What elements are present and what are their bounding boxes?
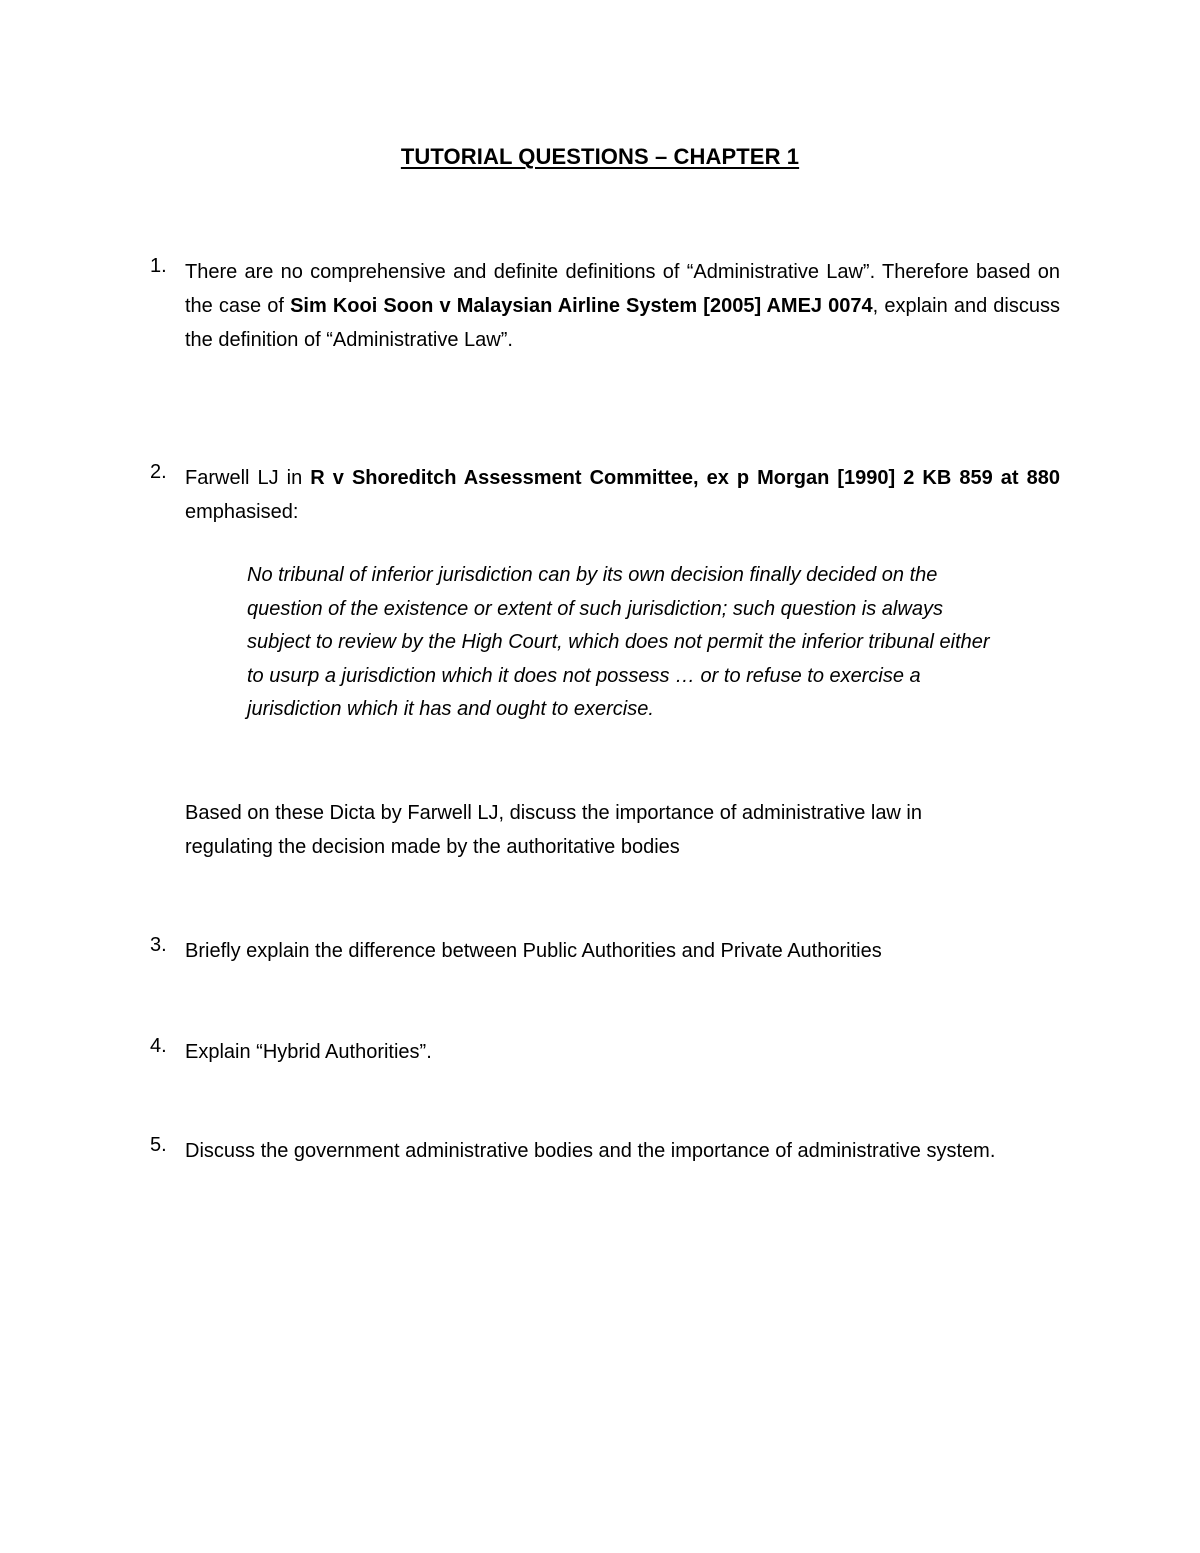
question-text: Briefly explain the difference between Public Authorities and Private Authorities [185, 940, 882, 962]
page-title: TUTORIAL QUESTIONS – CHAPTER 1 [400, 144, 800, 169]
question-text-part: emphasised: [185, 501, 299, 523]
question-number: 4. [150, 1035, 167, 1057]
question-2 [150, 461, 1060, 529]
question-text-part: There are no comprehensive and definite definitions of “Administrative Law”. Therefore based on the case of [185, 261, 1060, 317]
judge-name: Farwell LJ [185, 467, 279, 489]
question-text: Discuss the government administrative bodies and the importance of administrative system. [185, 1140, 996, 1162]
question-number: 2. [150, 461, 167, 483]
question-number: 3. [150, 934, 167, 956]
question-text [185, 461, 1060, 529]
question-text-part: in [278, 467, 311, 489]
question-text [185, 255, 1060, 357]
question-text: Explain “Hybrid Authorities”. [185, 1041, 432, 1063]
question-3 [150, 934, 1060, 968]
question-4 [150, 1035, 1060, 1069]
question-5 [150, 1134, 1060, 1168]
question-number: 1. [150, 255, 167, 277]
case-citation: R v Shoreditch Assessment Committee, ex p Morgan [1990] 2 KB 859 at 880 [310, 467, 1060, 489]
quoted-dicta: No tribunal of inferior jurisdiction can by its own decision finally decided on the question of the existence or extent of such jurisdiction; such question is always subject to review by the High Court, which does not permit the inferior tribunal either to usurp a jurisdiction which it does not possess … or to refuse to exercise a jurisdiction which it has and ought to exercise. [247, 564, 990, 720]
question-1 [150, 255, 1060, 357]
question-text-part: , explain and discuss the definition of “Administrative Law”. [185, 295, 1060, 351]
case-citation: Sim Kooi Soon v Malaysian Airline System [2005] AMEJ 0074 [290, 295, 873, 317]
question-number: 5. [150, 1134, 167, 1156]
question-2-followup: Based on these Dicta by Farwell LJ, discuss the importance of administrative law in regulating the decision made by the authoritative bodies [185, 802, 923, 858]
